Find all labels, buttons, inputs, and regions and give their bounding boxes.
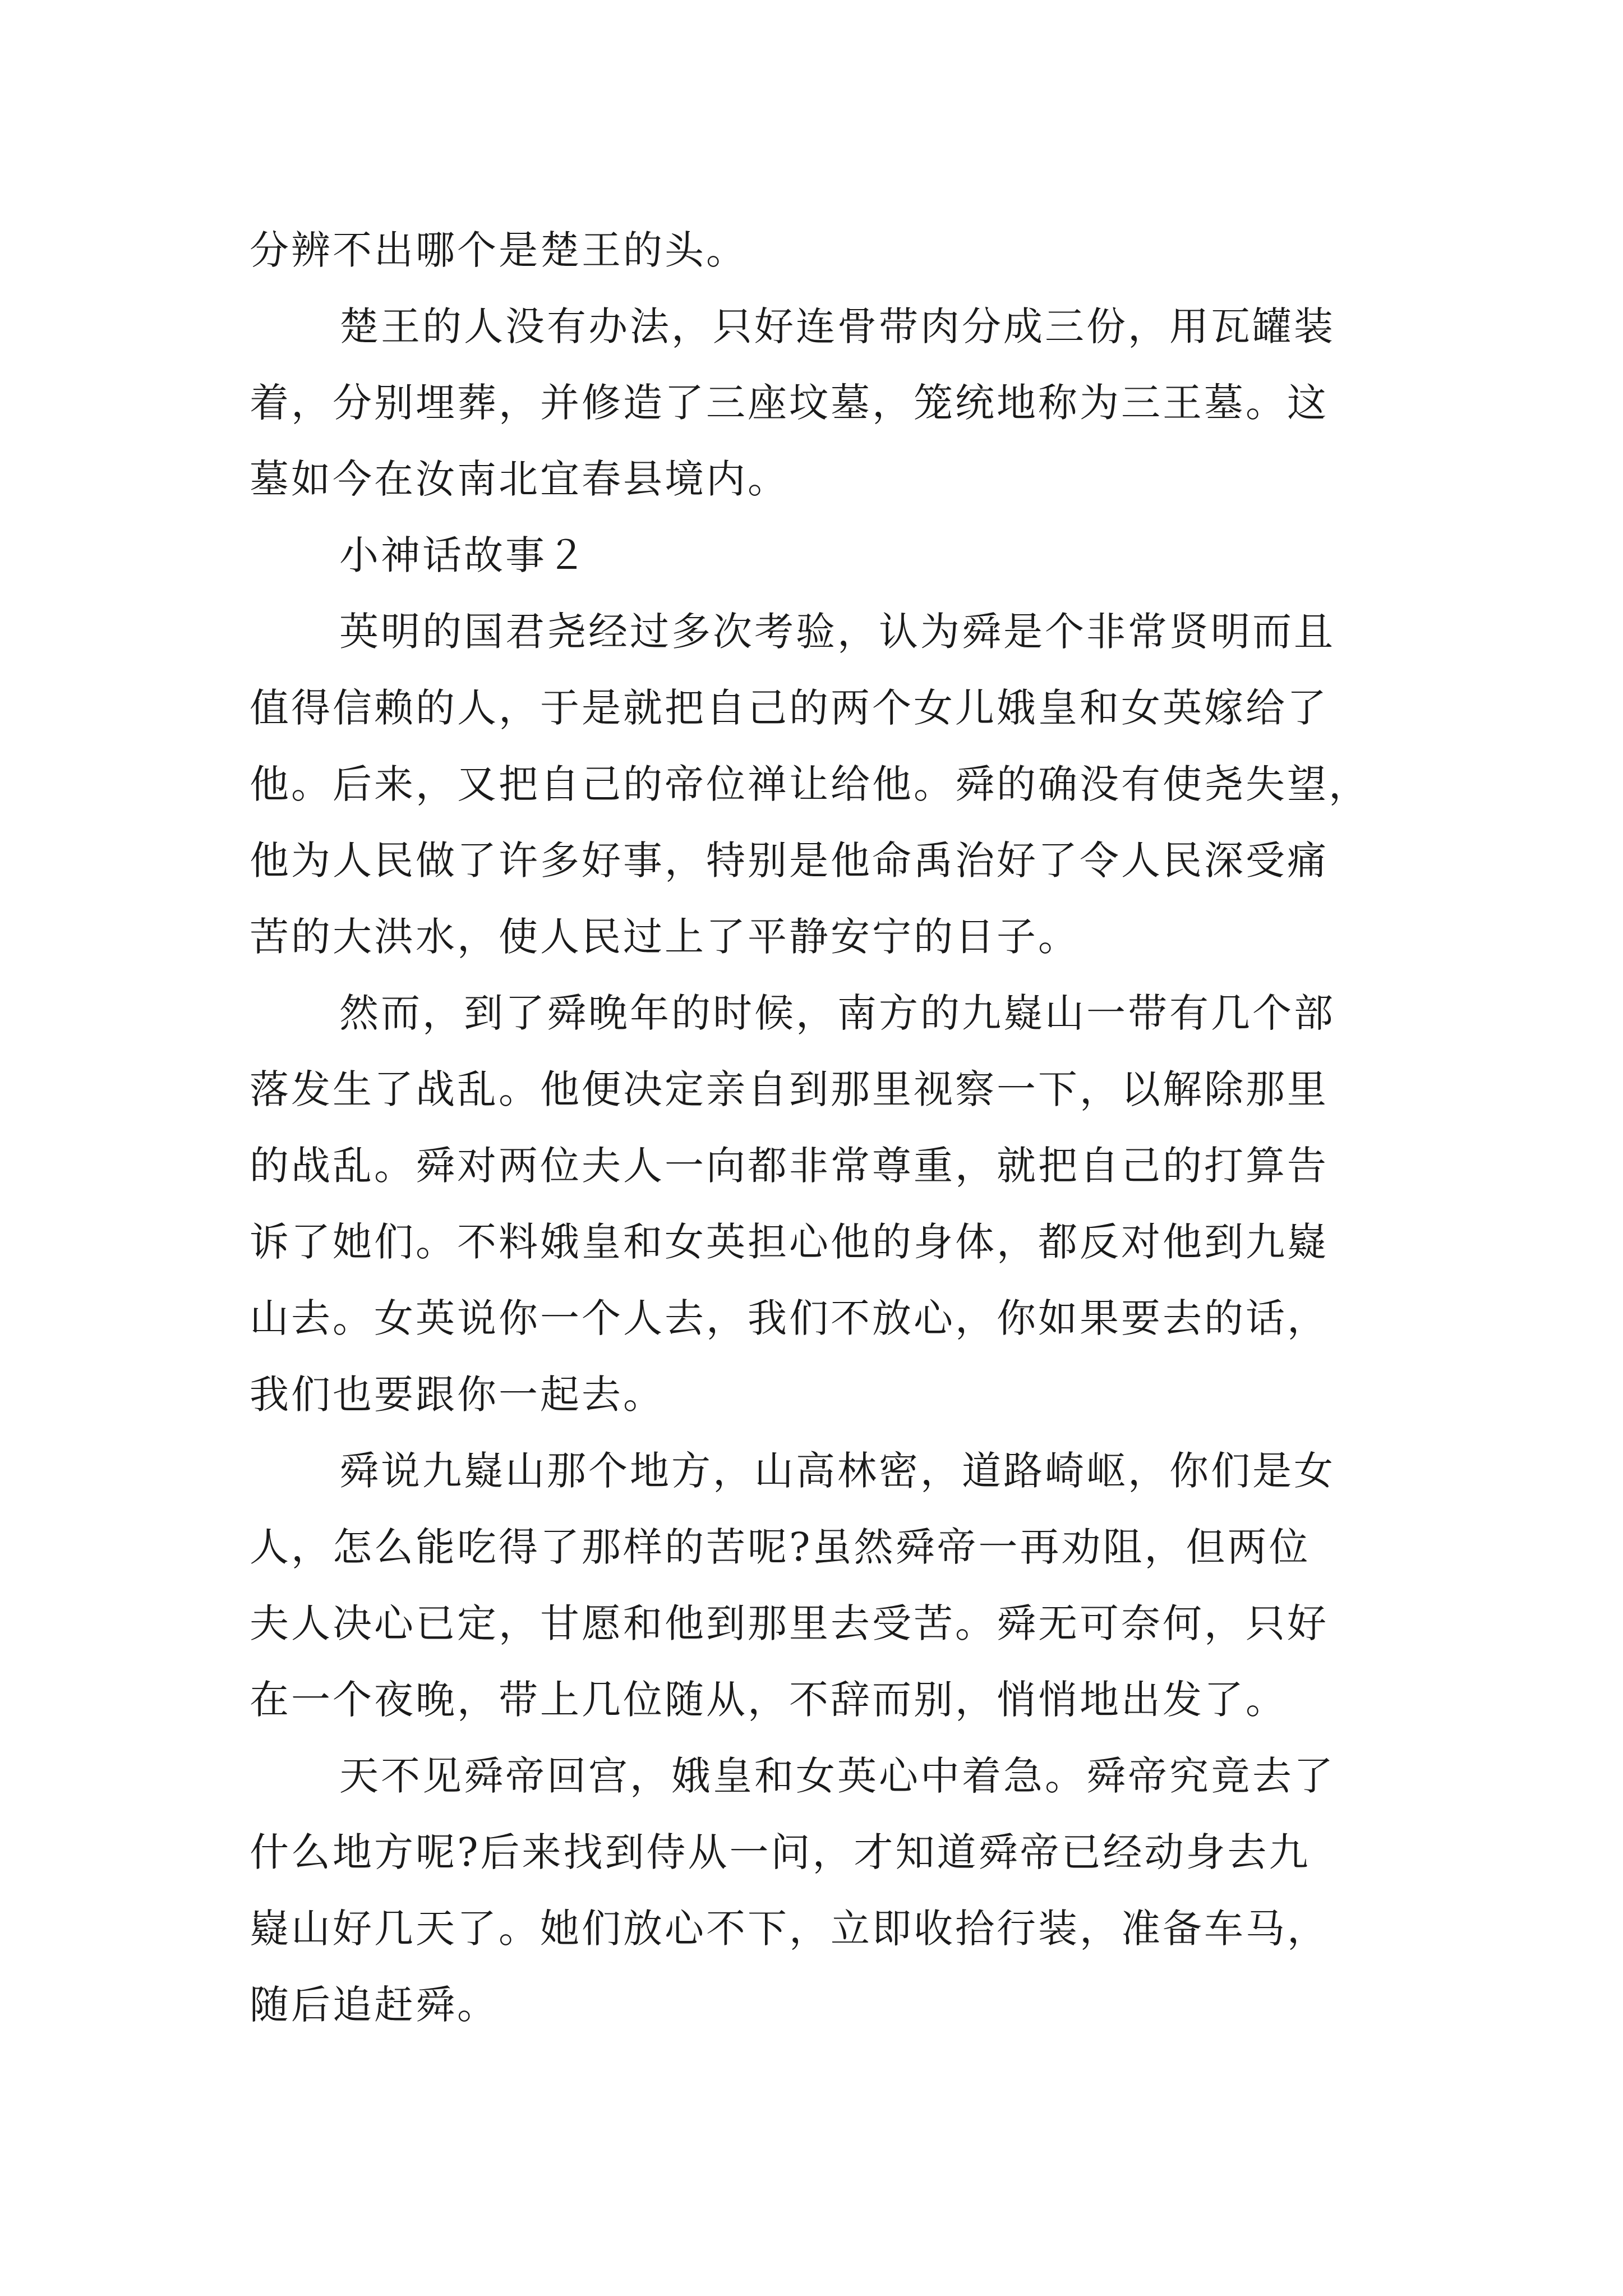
paragraph xyxy=(250,212,1371,288)
text-line: 舜说九嶷山那个地方，山高林密，道路崎岖，你们是女 xyxy=(339,1448,1335,1494)
paragraph xyxy=(250,1433,1371,1738)
text-line: 苦的大洪水，使人民过上了平静安宁的日子。 xyxy=(250,914,1080,960)
paragraph xyxy=(250,975,1371,1433)
text-line: 夫人决心已定，甘愿和他到那里去受苦。舜无可奈何，只好 xyxy=(250,1600,1329,1646)
text-line: 墓如今在汝南北宜春县境内。 xyxy=(250,456,789,502)
text-line: 在一个夜晚，带上几位随从，不辞而别，悄悄地出发了。 xyxy=(250,1677,1287,1723)
document-body xyxy=(250,212,1371,2043)
text-line: 什么地方呢?后来找到侍从一问，才知道舜帝已经动身去九 xyxy=(250,1829,1311,1875)
text-line: 天不见舜帝回宫，娥皇和女英心中着急。舜帝究竟去了 xyxy=(339,1753,1335,1799)
text-line: 楚王的人没有办法，只好连骨带肉分成三份，用瓦罐装 xyxy=(339,303,1335,349)
text-line: 着，分别埋葬，并修造了三座坟墓，笼统地称为三王墓。这 xyxy=(250,380,1329,426)
paragraph xyxy=(250,1738,1371,2043)
text-line: 嶷山好几天了。她们放心不下，立即收拾行装，准备车马， xyxy=(250,1906,1329,1952)
text-line: 随后追赶舜。 xyxy=(250,1982,499,2028)
text-line: 值得信赖的人，于是就把自己的两个女儿娥皇和女英嫁给了 xyxy=(250,685,1329,731)
text-line: 然而，到了舜晚年的时候，南方的九嶷山一带有几个部 xyxy=(339,990,1335,1036)
paragraph xyxy=(250,288,1371,517)
text-line: 落发生了战乱。他便决定亲自到那里视察一下，以解除那里 xyxy=(250,1066,1329,1112)
text-line: 他。后来，又把自己的帝位禅让给他。舜的确没有使尧失望， xyxy=(250,761,1370,807)
text-line: 的战乱。舜对两位夫人一向都非常尊重，就把自己的打算告 xyxy=(250,1143,1329,1189)
section-heading xyxy=(250,517,1371,593)
text-line: 诉了她们。不料娥皇和女英担心他的身体，都反对他到九嶷 xyxy=(250,1219,1329,1265)
text-line: 他为人民做了许多好事，特别是他命禹治好了令人民深受痛 xyxy=(250,838,1329,884)
heading-text: 小神话故事２ xyxy=(339,532,588,578)
paragraph xyxy=(250,593,1371,975)
text-line: 分辨不出哪个是楚王的头。 xyxy=(250,227,748,273)
text-line: 英明的国君尧经过多次考验，认为舜是个非常贤明而且 xyxy=(339,609,1335,655)
text-line: 山去。女英说你一个人去，我们不放心，你如果要去的话， xyxy=(250,1295,1329,1341)
text-line: 我们也要跟你一起去。 xyxy=(250,1372,665,1418)
text-line: 人，怎么能吃得了那样的苦呢?虽然舜帝一再劝阻，但两位 xyxy=(250,1524,1311,1570)
